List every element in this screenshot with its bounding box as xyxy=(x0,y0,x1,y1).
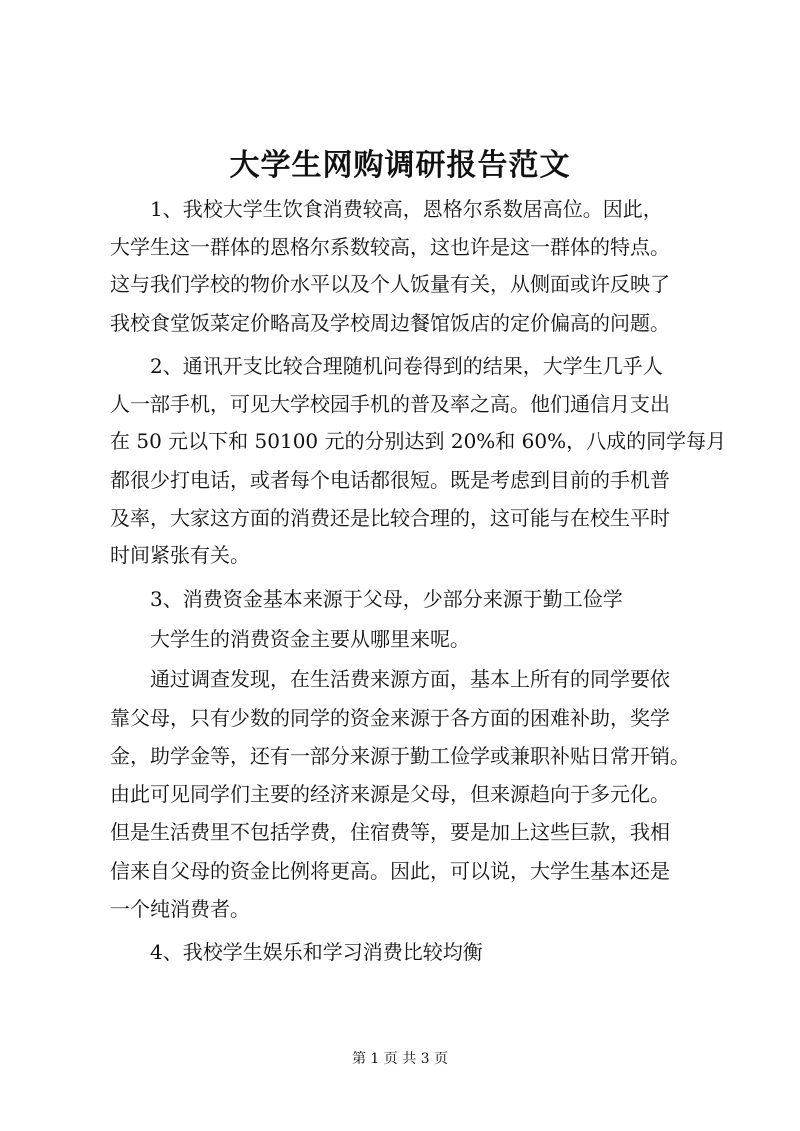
paragraph-line: 大学生这一群体的恩格尔系数较高，这也许是这一群体的特点。 xyxy=(110,235,670,259)
page-number-footer: 第 1 页 共 3 页 xyxy=(351,1051,449,1067)
paragraph-line: 信来自父母的资金比例将更高。因此，可以说，大学生基本还是 xyxy=(110,859,670,883)
paragraph-line: 我校食堂饭菜定价略高及学校周边餐馆饭店的定价偏高的问题。 xyxy=(110,311,670,335)
paragraph-line: 一个纯消费者。 xyxy=(110,897,250,921)
document-title: 大学生网购调研报告范文 xyxy=(229,148,571,183)
paragraph-line: 2、通讯开支比较合理随机问卷得到的结果，大学生几乎人 xyxy=(150,354,663,378)
paragraph-line: 时间紧张有关。 xyxy=(110,543,250,567)
paragraph-line: 大学生的消费资金主要从哪里来呢。 xyxy=(150,627,470,651)
paragraph-line: 都很少打电话，或者每个电话都很短。既是考虑到目前的手机普 xyxy=(110,468,670,492)
paragraph-line: 但是生活费里不包括学费，住宿费等，要是加上这些巨款，我相 xyxy=(110,820,670,844)
paragraph-line: 及率，大家这方面的消费还是比较合理的，这可能与在校生平时 xyxy=(110,506,670,530)
paragraph-line: 金，助学金等，还有一部分来源于勤工俭学或兼职补贴日常开销。 xyxy=(110,744,690,768)
paragraph-line: 通过调查发现，在生活费来源方面，基本上所有的同学要依 xyxy=(150,667,670,691)
paragraph-line: 3、消费资金基本来源于父母，少部分来源于勤工俭学 xyxy=(150,587,623,611)
paragraph-line: 由此可见同学们主要的经济来源是父母，但来源趋向于多元化。 xyxy=(110,782,670,806)
paragraph-line: 在 50 元以下和 50100 元的分别达到 20%和 60%，八成的同学每月 xyxy=(110,429,727,453)
paragraph-line: 人一部手机，可见大学校园手机的普及率之高。他们通信月支出 xyxy=(110,392,670,416)
paragraph-line: 1、我校大学生饮食消费较高，恩格尔系数居高位。因此， xyxy=(150,197,663,221)
paragraph-line: 这与我们学校的物价水平以及个人饭量有关，从侧面或许反映了 xyxy=(110,272,670,296)
paragraph-line: 靠父母，只有少数的同学的资金来源于各方面的困难补助，奖学 xyxy=(110,706,670,730)
paragraph-line: 4、我校学生娱乐和学习消费比较均衡 xyxy=(150,940,483,964)
